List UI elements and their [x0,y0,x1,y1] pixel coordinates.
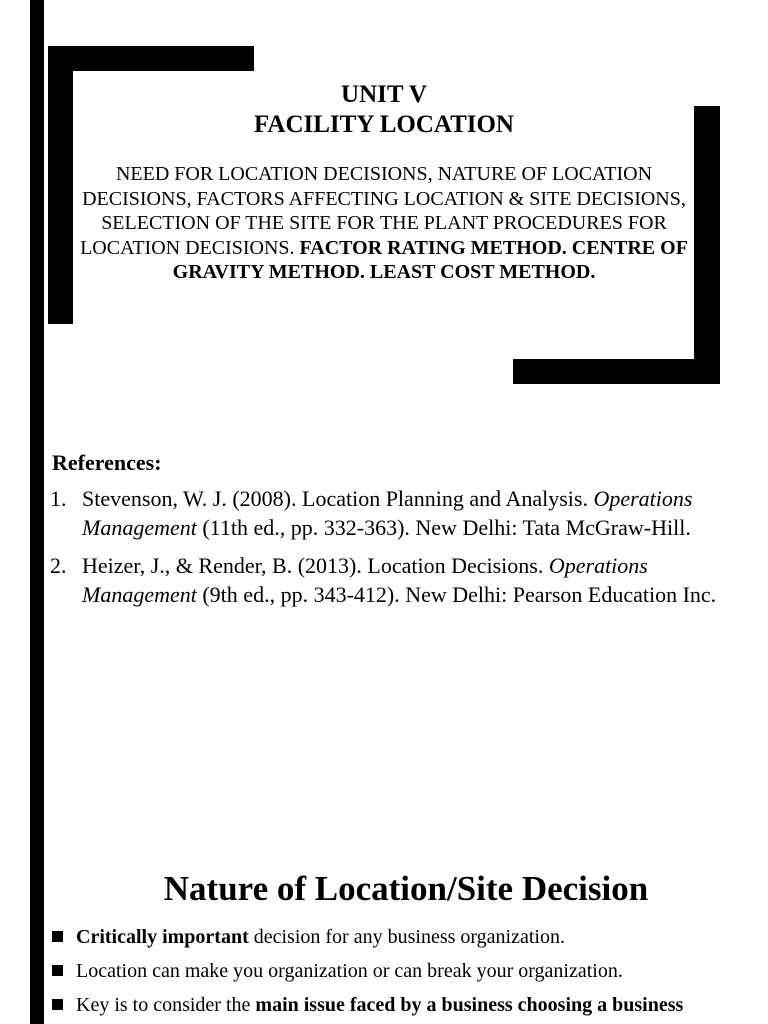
reference-item [50,551,750,609]
frame-bar-top-left-horizontal [48,46,254,71]
bullet-list [52,925,768,1024]
reference-list [50,484,750,618]
bullet-item [52,925,768,949]
bullet-text: Key is to consider the [76,994,256,1016]
square-bullet-icon [52,965,63,976]
reference-source-title: Operations Management [82,486,693,540]
references-heading: References: [52,450,162,475]
reference-number: 1. [50,486,67,511]
slide-unit-title [0,0,768,432]
frame-bar-top-left-vertical [48,46,73,324]
topic-description [76,162,692,285]
reference-source-title: Operations Management [82,553,648,607]
slide-side-rule [30,0,44,432]
frame-bar-bottom-right-horizontal [513,359,720,384]
topic-title: FACILITY LOCATION [254,111,514,138]
reference-text: Stevenson, W. J. (2008). Location Planning and Analysis. [82,486,594,511]
slide-side-rule [30,432,44,865]
bullet-item [52,959,768,983]
square-bullet-icon [52,931,63,942]
reference-publication: (9th ed., pp. 343-412). New Delhi: Pearson Education Inc. [196,582,717,607]
description-text: NEED FOR LOCATION DECISIONS, NATURE OF LOCATION DECISIONS, FACTORS AFFECTING LOCATION & SITE DECISIONS, SELECTION OF THE SITE FOR THE PLANT PROCEDURES FOR LOCATION DECISIONS. [80,163,686,259]
reference-number: 2. [50,553,67,578]
unit-label: UNIT V [341,81,427,108]
frame-bar-bottom-right-vertical [694,106,720,384]
reference-text: Heizer, J., & Render, B. (2013). Location Decisions. [82,553,549,578]
bullet-emphasis: Critically important [76,926,249,948]
slide-title: Nature of Location/Site Decision [163,869,649,908]
slide-references [0,432,768,865]
slide-nature-of-location [0,865,768,1024]
description-methods: FACTOR RATING METHOD. CENTRE OF GRAVITY METHOD. LEAST COST METHOD. [172,236,688,283]
square-bullet-icon [52,999,63,1010]
reference-item [50,484,750,542]
bullet-emphasis: main issue faced by a business choosing a business [255,994,684,1016]
bullet-item [52,993,768,1017]
title-block [76,80,692,285]
bullet-text: Location can make you organization or can break your organization. [76,960,623,982]
reference-publication: (11th ed., pp. 332-363). New Delhi: Tata McGraw-Hill. [196,515,691,540]
bullet-text: decision for any business organization. [248,926,565,948]
slide-side-rule [30,865,44,1024]
